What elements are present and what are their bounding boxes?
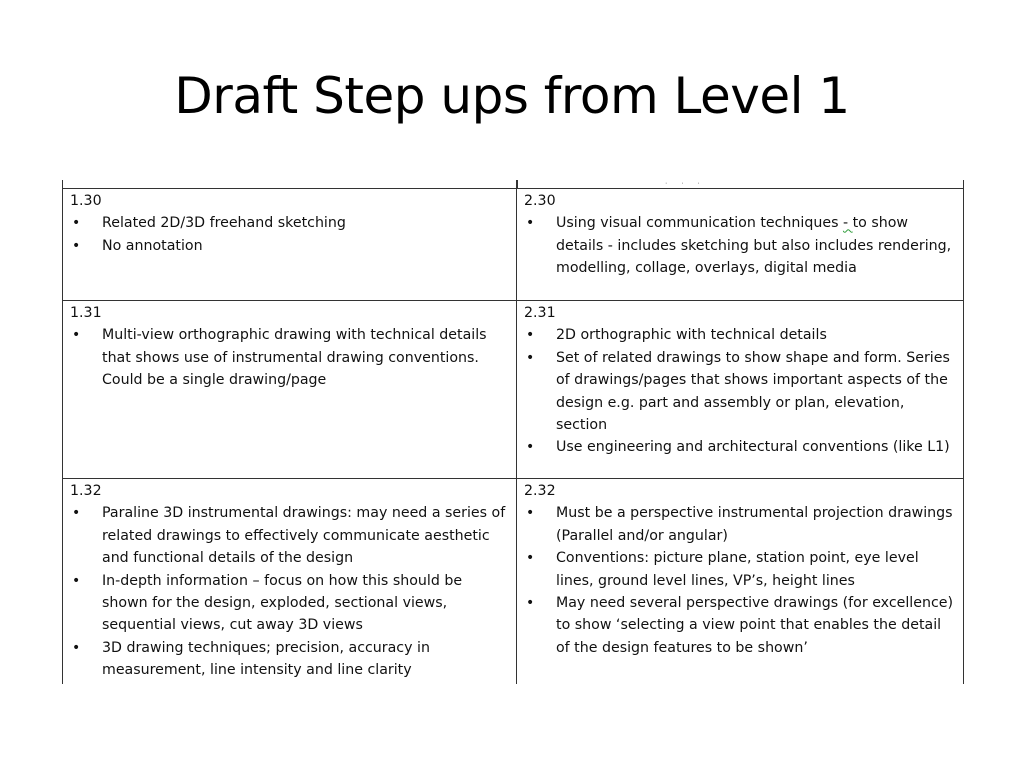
list-item: • Set of related drawings to show shape and form. Series of drawings/pages that shows important aspects of the design e.g. part and assembly or plan, elevation, section [524, 347, 957, 437]
list-item: • Related 2D/3D freehand sketching [70, 212, 510, 234]
bullet-list [524, 212, 957, 279]
list-item: • In-depth information – focus on how this should be shown for the design, exploded, sectional views, sequential views, cut away 3D views [70, 570, 510, 637]
bullet-list [524, 324, 957, 458]
standard-code: 1.32 [70, 483, 102, 499]
cell-2-31 [517, 301, 964, 479]
table-row [63, 189, 964, 301]
list-item: • Use engineering and architectural conventions (like L1) [524, 436, 957, 458]
bullet-list [524, 502, 957, 659]
table-cropped-top: · · · [62, 180, 964, 188]
list-item: • Using visual communication techniques - to show details - includes sketching but also includes rendering, modelling, collage, overlays, digital media [524, 212, 957, 279]
slide-title: Draft Step ups from Level 1 [174, 67, 850, 125]
step-ups-table [62, 188, 964, 684]
list-item: • Must be a perspective instrumental projection drawings (Parallel and/or angular) [524, 502, 957, 547]
table-row [63, 301, 964, 479]
list-item: • Multi-view orthographic drawing with technical details that shows use of instrumental drawing conventions. Could be a single drawing/page [70, 324, 510, 391]
standard-code: 2.31 [524, 305, 556, 321]
standard-code: 2.32 [524, 483, 556, 499]
list-item: • Paraline 3D instrumental drawings: may need a series of related drawings to effectively communicate aesthetic and functional details of the design [70, 502, 510, 569]
standard-code: 1.30 [70, 193, 102, 209]
list-item: • May need several perspective drawings (for excellence) to show ‘selecting a view point that enables the detail of the design features to be shown’ [524, 592, 957, 659]
bullet-list [70, 502, 510, 681]
standard-code: 1.31 [70, 305, 102, 321]
cell-2-30 [517, 189, 964, 301]
cell-2-32 [517, 479, 964, 685]
cell-1-32 [63, 479, 517, 685]
list-item: • Conventions: picture plane, station point, eye level lines, ground level lines, VP’s, height lines [524, 547, 957, 592]
list-item: • No annotation [70, 235, 510, 257]
cell-1-30 [63, 189, 517, 301]
list-item: • 2D orthographic with technical details [524, 324, 957, 346]
cell-1-31 [63, 301, 517, 479]
bullet-list [70, 212, 510, 257]
standards-table [62, 180, 964, 684]
table-row [63, 479, 964, 685]
list-item: • 3D drawing techniques; precision, accuracy in measurement, line intensity and line clarity [70, 637, 510, 682]
bullet-list [70, 324, 510, 391]
standard-code: 2.30 [524, 193, 556, 209]
spellcheck-squiggle: - [842, 215, 853, 232]
